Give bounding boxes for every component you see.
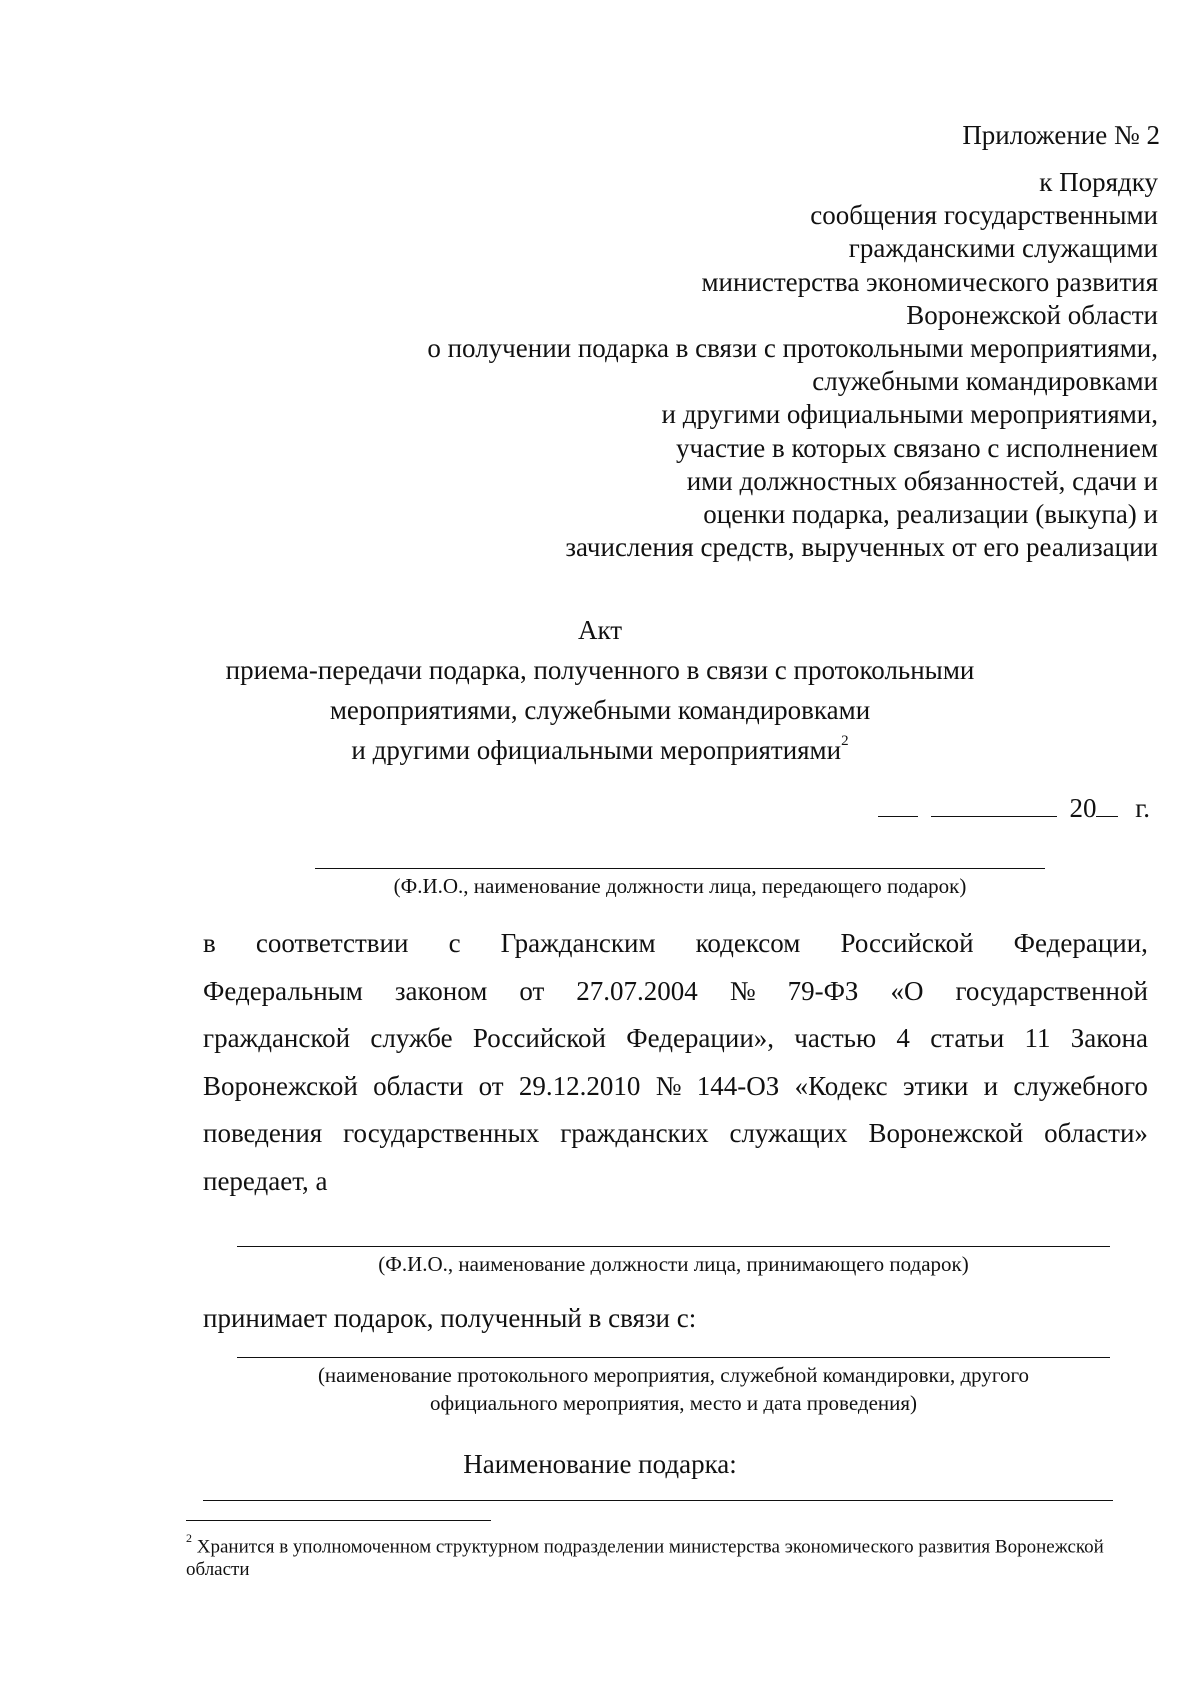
word: 11 bbox=[1024, 1023, 1051, 1054]
word: Воронежской bbox=[203, 1070, 358, 1101]
word: Закона bbox=[1070, 1023, 1148, 1054]
word: частью bbox=[794, 1023, 877, 1054]
act-subtitle-text: и другими официальными мероприятиями bbox=[351, 735, 842, 765]
appendix-number: Приложение № 2 bbox=[962, 120, 1160, 150]
appendix-reference-line: зачисления средств, вырученных от его реализации bbox=[565, 532, 1158, 563]
footnote-reference: 2 bbox=[841, 733, 849, 749]
word: 29.12.2010 bbox=[518, 1070, 641, 1101]
day-blank[interactable] bbox=[878, 790, 918, 817]
body-last-text: передает, а bbox=[203, 1165, 328, 1196]
appendix-reference-line: ими должностных обязанностей, сдачи и bbox=[686, 465, 1158, 496]
word: гражданской bbox=[203, 1023, 351, 1054]
word: государственных bbox=[343, 1118, 540, 1149]
word: 144-ОЗ bbox=[696, 1070, 780, 1101]
year-suffix: г. bbox=[1135, 793, 1150, 823]
body-line bbox=[203, 920, 1148, 968]
appendix-reference-line: к Порядку bbox=[1039, 167, 1158, 197]
word: Федерации, bbox=[1013, 928, 1148, 958]
word: области bbox=[373, 1070, 464, 1101]
word: государственной bbox=[955, 975, 1148, 1006]
act-subtitle-line-last bbox=[0, 730, 1200, 770]
word: службе bbox=[370, 1023, 453, 1054]
appendix-reference-line: участие в которых связано с исполнением bbox=[675, 432, 1158, 463]
word: от bbox=[519, 975, 545, 1006]
word: области» bbox=[1044, 1118, 1148, 1149]
month-blank[interactable] bbox=[931, 790, 1057, 817]
accepts-text: принимает подарок, полученный в связи с: bbox=[203, 1303, 697, 1333]
word: поведения bbox=[203, 1118, 323, 1149]
word: «О bbox=[890, 975, 924, 1006]
appendix-reference-line: сообщения государственными bbox=[810, 200, 1158, 231]
footnote bbox=[186, 1530, 1146, 1581]
word: от bbox=[478, 1070, 504, 1101]
date-field bbox=[878, 790, 1150, 823]
word: кодексом bbox=[695, 928, 801, 958]
word: и bbox=[983, 1070, 999, 1101]
word: Федерации», bbox=[626, 1023, 775, 1054]
event-caption-line: (наименование протокольного мероприятия, служебной командировки, другого bbox=[317, 1363, 1030, 1387]
act-title: Акт bbox=[577, 615, 623, 645]
body-line-last bbox=[203, 1158, 1148, 1206]
word: Федеральным bbox=[203, 975, 363, 1006]
gift-name-line[interactable] bbox=[203, 1500, 1113, 1501]
receiver-caption: (Ф.И.О., наименование должности лица, принимающего подарок) bbox=[378, 1252, 969, 1276]
body-line bbox=[203, 968, 1148, 1016]
appendix-reference-line: оценки подарка, реализации (выкупа) и bbox=[703, 499, 1158, 530]
year-prefix: 20 bbox=[1069, 793, 1097, 823]
word: служебного bbox=[1013, 1070, 1148, 1101]
word: законом bbox=[394, 975, 488, 1006]
word: гражданских bbox=[560, 1118, 709, 1149]
act-subtitle-line: приема-передачи подарка, полученного в связи с протокольными bbox=[225, 655, 975, 685]
appendix-reference-line: служебными командировками bbox=[812, 366, 1158, 397]
body-line bbox=[203, 1063, 1148, 1111]
year-blank[interactable] bbox=[1096, 790, 1118, 817]
appendix-reference-line: гражданскими служащими bbox=[848, 233, 1158, 264]
word: статьи bbox=[930, 1023, 1005, 1054]
event-caption-line: официального мероприятия, место и дата проведения) bbox=[429, 1391, 918, 1415]
appendix-reference-line: о получении подарка в связи с протокольными мероприятиями, bbox=[427, 333, 1158, 364]
footnote-separator bbox=[186, 1520, 491, 1521]
word: Гражданским bbox=[500, 928, 656, 958]
act-subtitle-line: мероприятиями, служебными командировками bbox=[329, 695, 871, 725]
receiver-signature-line[interactable] bbox=[237, 1246, 1110, 1247]
footnote-mark: 2 bbox=[186, 1531, 192, 1545]
appendix-reference-line: Воронежской области bbox=[906, 299, 1158, 330]
appendix-reference-line: и другими официальными мероприятиями, bbox=[661, 399, 1158, 430]
gift-name-label: Наименование подарка: bbox=[463, 1449, 737, 1479]
word: этики bbox=[902, 1070, 969, 1101]
body-line bbox=[203, 1015, 1148, 1063]
appendix-reference-line: министерства экономического развития bbox=[701, 266, 1158, 297]
word: Российской bbox=[840, 928, 974, 958]
word: в bbox=[203, 928, 216, 958]
word: № bbox=[729, 975, 756, 1006]
appendix-reference bbox=[258, 166, 1158, 564]
word: соответствии bbox=[255, 928, 409, 958]
word: служащих bbox=[729, 1118, 848, 1149]
word: 27.07.2004 bbox=[576, 975, 698, 1006]
word: с bbox=[448, 928, 461, 958]
word: 4 bbox=[896, 1023, 910, 1054]
word: Российской bbox=[472, 1023, 606, 1054]
word: 79-ФЗ bbox=[787, 975, 859, 1006]
event-line[interactable] bbox=[237, 1357, 1110, 1358]
giver-caption: (Ф.И.О., наименование должности лица, передающего подарок) bbox=[393, 874, 967, 898]
body-line bbox=[203, 1110, 1148, 1158]
body-paragraph bbox=[203, 920, 1148, 1206]
giver-signature-line[interactable] bbox=[315, 868, 1045, 869]
act-title-block bbox=[0, 610, 1200, 770]
word: Воронежской bbox=[868, 1118, 1024, 1149]
word: «Кодекс bbox=[794, 1070, 888, 1101]
footnote-text: Хранится в уполномоченном структурном подразделении министерства экономического развития Воронежской области bbox=[186, 1536, 1104, 1581]
word: № bbox=[655, 1070, 682, 1101]
